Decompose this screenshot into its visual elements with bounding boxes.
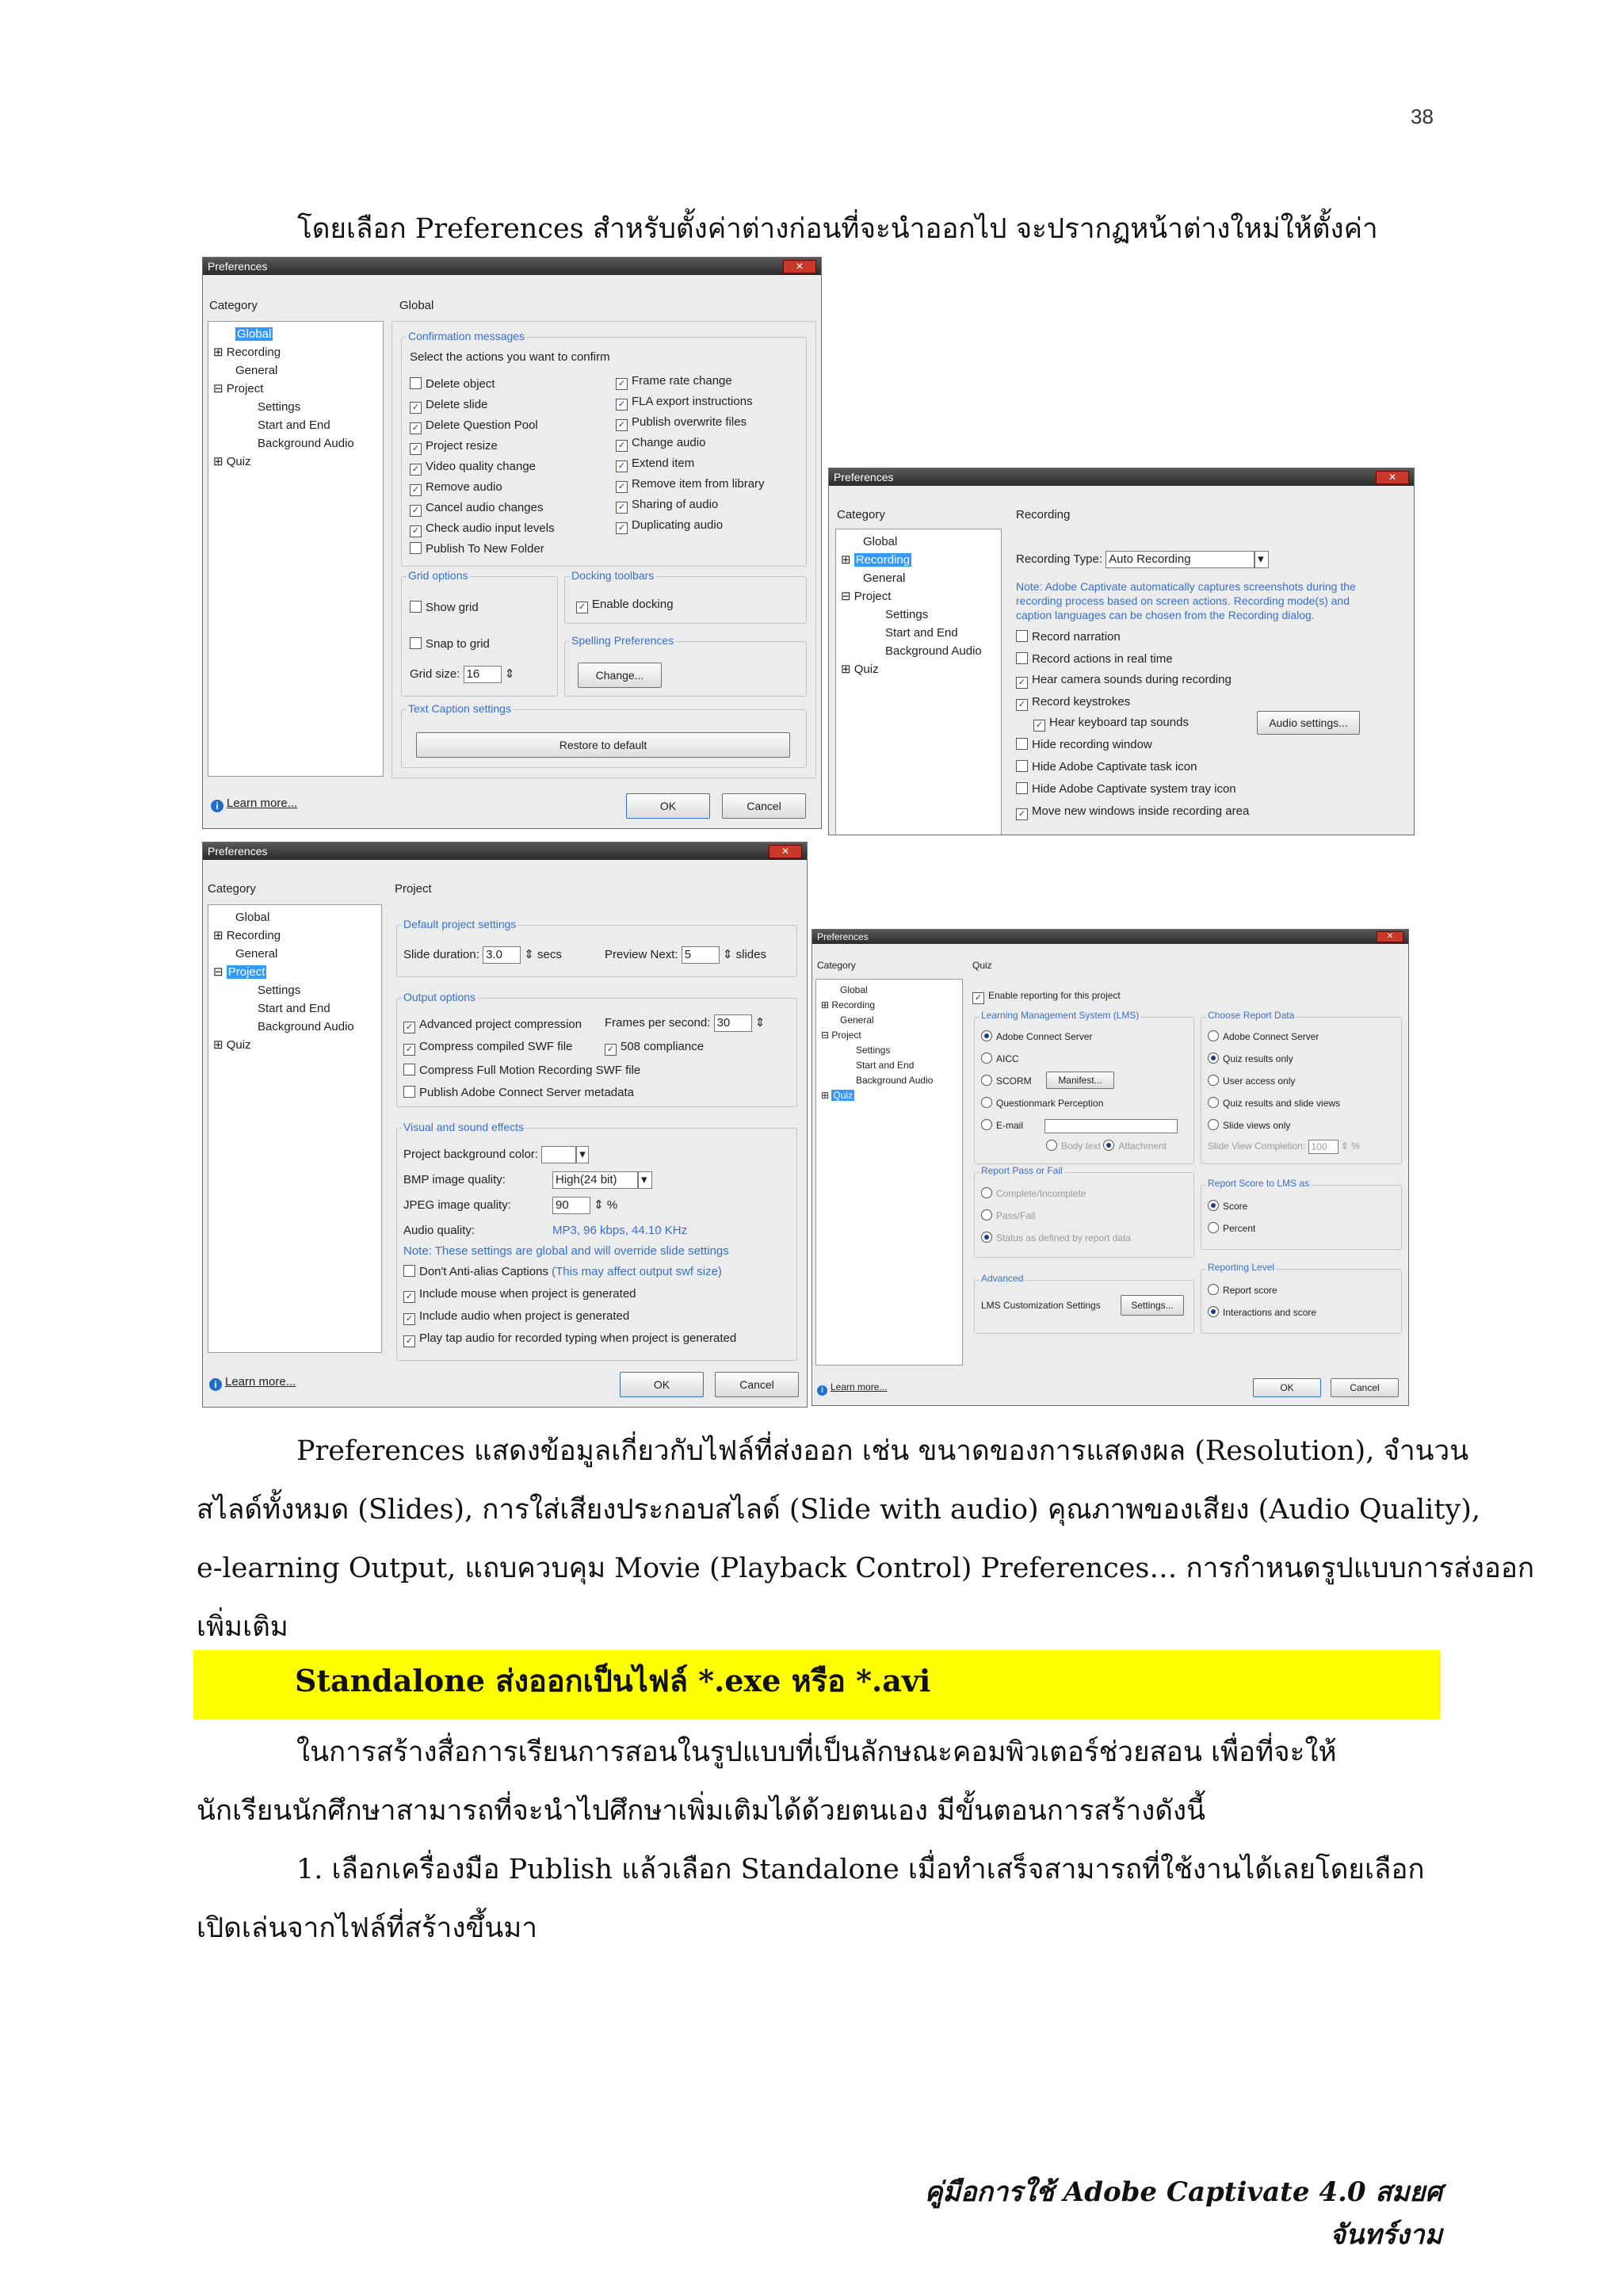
ok-button[interactable]: OK xyxy=(626,793,710,819)
group-title: Docking toolbars xyxy=(571,569,655,582)
tree-item-settings[interactable]: Settings xyxy=(885,608,929,621)
cb-include-mouse[interactable]: ✓ Include mouse when project is generated xyxy=(403,1287,636,1303)
recording-note: Note: Adobe Captivate automatically captures screenshots during the recording process based on screen actions. Recording mode(s) and caption languages can be chosen from the Recording dialog. xyxy=(1016,580,1356,621)
ok-button[interactable]: OK xyxy=(620,1372,704,1397)
visual-sound-group xyxy=(396,1121,797,1361)
tree-item-start-end[interactable]: Start and End xyxy=(258,418,330,432)
panel-heading: Recording xyxy=(1016,508,1071,521)
cb-delete-pool[interactable]: ✓ Delete Question Pool xyxy=(410,418,538,434)
tree-item-quiz[interactable]: ⊞ Quiz xyxy=(841,663,879,676)
reporting-level-group xyxy=(1201,1262,1402,1334)
category-label: Category xyxy=(209,299,258,312)
step-1 xyxy=(197,1840,1433,1958)
pass-fail-group xyxy=(974,1165,1194,1258)
tree-item-global[interactable]: Global xyxy=(235,911,270,924)
learn-more-link[interactable]: i Learn more... xyxy=(817,1381,887,1396)
cb-keyboard-tap[interactable]: ✓ Hear keyboard tap sounds xyxy=(1033,716,1189,732)
confirmation-group xyxy=(401,330,807,567)
cb-publish-metadata[interactable]: Publish Adobe Connect Server metadata xyxy=(403,1086,634,1099)
tree-item-start-end[interactable]: Start and End xyxy=(885,626,958,640)
docking-group xyxy=(564,569,807,624)
tree-item-global[interactable]: Global xyxy=(237,327,272,341)
cb-move-windows[interactable]: ✓ Move new windows inside recording area xyxy=(1016,804,1249,820)
cb-hide-tray-icon[interactable]: Hide Adobe Captivate system tray icon xyxy=(1016,782,1236,796)
paragraph-line: Preferences แสดงข้อมูลเกี่ยวกับไฟล์ที่ส่งออก เช่น ขนาดของการแสดงผล (Resolution), จำนวน xyxy=(296,1435,1469,1467)
tree-item-general[interactable]: General xyxy=(840,1014,874,1026)
tree-item-global[interactable]: Global xyxy=(863,535,898,548)
radio-report-score[interactable]: Report score xyxy=(1208,1284,1277,1296)
advanced-group xyxy=(974,1273,1194,1334)
cb-publish-overwrite[interactable]: ✓ Publish overwrite files xyxy=(616,415,747,431)
grid-group xyxy=(401,569,558,697)
tree-item-recording[interactable]: ⊞ Recording xyxy=(841,553,911,567)
radio-adobe-connect[interactable]: Adobe Connect Server xyxy=(981,1030,1092,1042)
close-button[interactable]: ✕ xyxy=(783,260,816,273)
cb-delete-slide[interactable]: ✓ Delete slide xyxy=(410,398,487,414)
cb-sharing-audio[interactable]: ✓ Sharing of audio xyxy=(616,498,718,514)
tree-item-quiz[interactable]: ⊞ Quiz xyxy=(213,455,251,468)
choose-report-group xyxy=(1201,1010,1402,1164)
cb-record-narration[interactable]: Record narration xyxy=(1016,630,1121,644)
cb-check-audio[interactable]: ✓ Check audio input levels xyxy=(410,521,555,537)
preferences-dialog-recording xyxy=(828,468,1415,835)
group-title: Text Caption settings xyxy=(408,702,511,715)
cb-publish-folder[interactable]: Publish To New Folder xyxy=(410,542,544,556)
email-format-options: Body text Attachment xyxy=(1046,1140,1167,1152)
cb-adv-compression[interactable]: ✓ Advanced project compression xyxy=(403,1018,582,1033)
section-heading: Standalone ส่งออกเป็นไฟล์ *.exe หรือ *.avi xyxy=(295,1663,931,1698)
cb-remove-library[interactable]: ✓ Remove item from library xyxy=(616,477,765,493)
cb-change-audio[interactable]: ✓ Change audio xyxy=(616,436,705,452)
bmp-quality-select[interactable]: High(24 bit) ▾ xyxy=(552,1171,652,1189)
tree-item-global[interactable]: Global xyxy=(840,984,868,995)
radio-pass-fail[interactable]: Pass/Fail xyxy=(981,1209,1035,1221)
panel-heading: Quiz xyxy=(972,960,992,971)
footer: คู่มือการใช้ Adobe Captivate 4.0 สมยศ จันทร์งาม xyxy=(924,2176,1442,2251)
audio-quality-link[interactable]: MP3, 96 kbps, 44.10 KHz xyxy=(552,1224,688,1237)
tree-item-general[interactable]: General xyxy=(235,947,278,961)
cancel-button[interactable]: Cancel xyxy=(722,793,806,819)
panel-heading: Project xyxy=(395,882,432,896)
bmp-quality-field[interactable]: BMP image quality: xyxy=(403,1173,506,1186)
cb-camera-sounds[interactable]: ✓ Hear camera sounds during recording xyxy=(1016,673,1232,689)
ok-button[interactable]: OK xyxy=(1253,1378,1321,1397)
preferences-dialog-global xyxy=(202,257,822,829)
paragraph-preferences xyxy=(197,1422,1535,1656)
cb-record-realtime[interactable]: Record actions in real time xyxy=(1016,652,1173,666)
lms-custom-label: LMS Customization Settings xyxy=(981,1300,1101,1311)
settings-note: Note: These settings are global and will override slide settings xyxy=(403,1244,729,1258)
group-title: Output options xyxy=(403,991,476,1003)
tree-item-start-end[interactable]: Start and End xyxy=(258,1002,330,1015)
paragraph-line: e-learning Output, แถบควบคุม Movie (Playback Control) Preferences… การกำหนดรูปแบบการส่งออก xyxy=(197,1553,1535,1584)
step-line: เปิดเล่นจากไฟล์ที่สร้างขึ้นมา xyxy=(197,1912,537,1944)
radio-status[interactable]: Status as defined by report data xyxy=(981,1232,1131,1244)
group-title: Grid options xyxy=(408,569,468,582)
cb-extend-item[interactable]: ✓ Extend item xyxy=(616,457,694,472)
caption-group xyxy=(401,702,807,768)
preview-next-field[interactable]: Preview Next: 5 ⇕ slides xyxy=(605,946,766,964)
cb-508-compliance[interactable]: ✓ 508 compliance xyxy=(605,1040,704,1056)
audio-settings-button[interactable]: Audio settings... xyxy=(1257,711,1360,735)
cb-compress-swf[interactable]: ✓ Compress compiled SWF file xyxy=(403,1040,572,1056)
tree-item-general[interactable]: General xyxy=(235,364,278,377)
close-button[interactable]: ✕ xyxy=(769,845,802,858)
bg-color-field[interactable]: Project background color: ▾ xyxy=(403,1146,589,1163)
radio-quiz-results[interactable]: Quiz results only xyxy=(1208,1052,1293,1064)
cb-play-tap[interactable]: ✓ Play tap audio for recorded typing when project is generated xyxy=(403,1331,736,1347)
fps-field[interactable]: Frames per second: 30 ⇕ xyxy=(605,1014,765,1032)
radio-percent[interactable]: Percent xyxy=(1208,1222,1255,1234)
cb-delete-object[interactable]: Delete object xyxy=(410,377,495,391)
radio-slide-views[interactable]: Slide views only xyxy=(1208,1119,1290,1131)
tree-item-recording[interactable]: ⊞ Recording xyxy=(213,929,281,942)
recording-type-field[interactable]: Recording Type: Auto Recording ▾ xyxy=(1016,551,1269,568)
dialog-titlebar xyxy=(829,468,1414,486)
step-line: 1. เลือกเครื่องมือ Publish แล้วเลือก Standalone เมื่อทำเสร็จสามารถที่ใช้งานได้เลยโดยเลือก xyxy=(296,1854,1425,1885)
radio-report-adobe[interactable]: Adobe Connect Server xyxy=(1208,1030,1319,1042)
category-tree xyxy=(835,529,1002,835)
paragraph-line: ในการสร้างสื่อการเรียนการสอนในรูปแบบที่เป็นลักษณะคอมพิวเตอร์ช่วยสอน เพื่อที่จะให้ xyxy=(296,1736,1337,1768)
cb-duplicating-audio[interactable]: ✓ Duplicating audio xyxy=(616,518,723,534)
cb-record-keystrokes[interactable]: ✓ Record keystrokes xyxy=(1016,695,1130,711)
tree-item-start-end[interactable]: Start and End xyxy=(856,1060,915,1071)
tree-item-settings[interactable]: Settings xyxy=(258,400,301,414)
info-icon: i xyxy=(211,800,223,812)
group-title: Spelling Preferences xyxy=(571,634,674,647)
tree-item-recording[interactable]: ⊞ Recording xyxy=(213,346,281,359)
manifest-button[interactable]: Manifest... xyxy=(1046,1072,1114,1089)
paragraph-line: นักเรียนนักศึกษาสามารถที่จะนำไปศึกษาเพิ่มเติมได้ด้วยตนเอง มีขั้นตอนการสร้างดังนี้ xyxy=(197,1795,1206,1827)
audio-quality-label: Audio quality: xyxy=(403,1224,475,1237)
category-tree xyxy=(208,904,382,1353)
dialog-title: Preferences xyxy=(834,471,894,483)
radio-aicc[interactable]: AICC xyxy=(981,1052,1019,1064)
learn-more-link[interactable]: i Learn more... xyxy=(209,1375,296,1391)
slide-view-field[interactable]: Slide View Completion: 100 ⇕ % xyxy=(1208,1140,1360,1152)
jpeg-quality-label: JPEG image quality: xyxy=(403,1198,511,1212)
panel-heading: Global xyxy=(399,299,434,312)
group-title: Learning Management System (LMS) xyxy=(981,1010,1140,1021)
lms-group xyxy=(974,1010,1194,1164)
group-title: Advanced xyxy=(981,1273,1024,1284)
learn-more-link[interactable]: i Learn more... xyxy=(211,797,297,812)
cb-project-resize[interactable]: ✓ Project resize xyxy=(410,439,498,455)
tree-item-background-audio[interactable]: Background Audio xyxy=(258,437,354,450)
dialog-title: Preferences xyxy=(208,845,268,858)
cb-compress-fmr[interactable]: Compress Full Motion Recording SWF file xyxy=(403,1064,640,1077)
radio-interactions[interactable]: Interactions and score xyxy=(1208,1306,1316,1318)
slide-duration-field[interactable]: Slide duration: 3.0 ⇕ secs xyxy=(403,946,562,964)
cb-video-quality[interactable]: ✓ Video quality change xyxy=(410,460,536,476)
cb-show-grid[interactable]: Show grid xyxy=(410,601,479,614)
group-title: Reporting Level xyxy=(1208,1262,1275,1273)
paragraph-standalone xyxy=(197,1723,1433,1840)
restore-default-button[interactable]: Restore to default xyxy=(416,732,790,758)
tree-item-recording[interactable]: ⊞ Recording xyxy=(821,999,876,1010)
group-title: Confirmation messages xyxy=(408,330,525,342)
change-button[interactable]: Change... xyxy=(578,663,662,688)
cb-hide-window[interactable]: Hide recording window xyxy=(1016,738,1152,751)
cb-cancel-audio[interactable]: ✓ Cancel audio changes xyxy=(410,501,543,517)
tree-item-project[interactable]: ⊟ Project xyxy=(821,1030,861,1041)
group-title: Report Pass or Fail xyxy=(981,1165,1063,1176)
tree-item-background-audio[interactable]: Background Audio xyxy=(856,1075,934,1086)
page-number: 38 xyxy=(1411,105,1434,128)
close-button[interactable]: ✕ xyxy=(1377,931,1403,942)
group-title: Choose Report Data xyxy=(1208,1010,1295,1021)
category-tree xyxy=(208,321,384,777)
category-tree xyxy=(815,979,963,1366)
spelling-group xyxy=(564,634,807,697)
cancel-button[interactable]: Cancel xyxy=(1331,1378,1399,1397)
report-score-group xyxy=(1201,1178,1402,1250)
paragraph-line: สไลด์ทั้งหมด (Slides), การใส่เสียงประกอบสไลด์ (Slide with audio) คุณภาพของเสียง (Audio Quality), xyxy=(197,1494,1480,1526)
radio-results-views[interactable]: Quiz results and slide views xyxy=(1208,1097,1340,1109)
radio-scorm[interactable]: SCORM xyxy=(981,1075,1032,1087)
cb-enable-docking[interactable]: ✓ Enable docking xyxy=(576,598,674,613)
info-icon: i xyxy=(209,1378,222,1391)
radio-questionmark[interactable]: Questionmark Perception xyxy=(981,1097,1103,1109)
intro-text: โดยเลือก Preferences สำหรับตั้งค่าต่างก่อนที่จะนำออกไป จะปรากฏหน้าต่างใหม่ให้ตั้งค่า xyxy=(297,213,1378,245)
tree-item-quiz[interactable]: ⊞ Quiz xyxy=(821,1090,854,1101)
cb-include-audio[interactable]: ✓ Include audio when project is generated xyxy=(403,1309,629,1325)
cb-hide-task-icon[interactable]: Hide Adobe Captivate task icon xyxy=(1016,760,1197,774)
default-settings-group xyxy=(396,918,797,977)
group-title: Default project settings xyxy=(403,918,517,930)
cb-enable-reporting[interactable]: ✓ Enable reporting for this project xyxy=(972,990,1121,1004)
category-label: Category xyxy=(208,882,256,896)
tree-item-settings[interactable]: Settings xyxy=(856,1045,891,1056)
cb-snap-grid[interactable]: Snap to grid xyxy=(410,637,490,651)
cb-frame-rate[interactable]: ✓ Frame rate change xyxy=(616,374,732,390)
close-button[interactable]: ✕ xyxy=(1376,471,1409,484)
cb-remove-audio[interactable]: ✓ Remove audio xyxy=(410,480,502,496)
radio-complete[interactable]: Complete/Incomplete xyxy=(981,1187,1086,1199)
tree-item-project[interactable]: ⊟ Project xyxy=(213,965,265,979)
tree-item-settings[interactable]: Settings xyxy=(258,984,301,997)
dialog-title: Preferences xyxy=(817,931,869,942)
tree-item-project[interactable]: ⊟ Project xyxy=(213,382,264,395)
grid-size-field[interactable]: Grid size: 16 ⇕ xyxy=(410,666,514,683)
category-label: Category xyxy=(837,508,885,521)
jpeg-quality-field[interactable]: 90 ⇕ % xyxy=(552,1197,617,1214)
cancel-button[interactable]: Cancel xyxy=(715,1372,799,1397)
dialog-titlebar xyxy=(203,258,821,275)
preferences-dialog-project xyxy=(202,842,808,1408)
radio-user-access[interactable]: User access only xyxy=(1208,1075,1295,1087)
cb-anti-alias[interactable]: Don't Anti-alias Captions (This may affect output swf size) xyxy=(403,1265,722,1278)
radio-score[interactable]: Score xyxy=(1208,1200,1247,1212)
info-icon: i xyxy=(817,1385,827,1396)
dialog-title: Preferences xyxy=(208,260,268,273)
confirm-intro: Select the actions you want to confirm xyxy=(410,350,610,364)
tree-item-background-audio[interactable]: Background Audio xyxy=(885,644,982,658)
tree-item-general[interactable]: General xyxy=(863,571,906,585)
group-title: Visual and sound effects xyxy=(403,1121,525,1133)
radio-email[interactable]: E-mail xyxy=(981,1119,1178,1133)
preferences-dialog-quiz xyxy=(812,929,1409,1406)
cb-fla-export[interactable]: ✓ FLA export instructions xyxy=(616,395,753,411)
tree-item-background-audio[interactable]: Background Audio xyxy=(258,1020,354,1033)
settings-button[interactable]: Settings... xyxy=(1121,1295,1184,1316)
category-label: Category xyxy=(817,960,856,971)
group-title: Report Score to LMS as xyxy=(1208,1178,1310,1189)
dialog-titlebar xyxy=(812,930,1408,944)
paragraph-line: เพิ่มเติม xyxy=(197,1611,288,1643)
tree-item-project[interactable]: ⊟ Project xyxy=(841,590,892,603)
output-options-group xyxy=(396,991,797,1107)
dialog-titlebar xyxy=(203,842,807,860)
tree-item-quiz[interactable]: ⊞ Quiz xyxy=(213,1038,251,1052)
